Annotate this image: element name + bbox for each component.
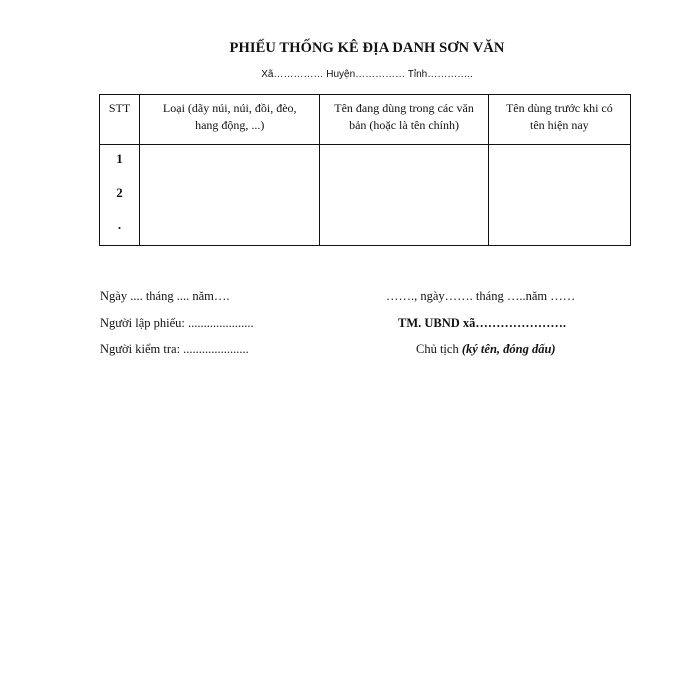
header-stt: STT	[100, 95, 140, 145]
left-date: Ngày .... tháng .... năm….	[100, 289, 230, 303]
header-previous-name-line1: Tên dùng trước khi có	[505, 101, 613, 115]
row-number-more: .	[117, 217, 122, 232]
header-current-name-line1: Tên đang dùng trong các văn	[334, 101, 474, 115]
row-number-2: 2	[116, 185, 123, 200]
header-previous-name-line2: tên hiện nay	[530, 118, 589, 132]
organization-line: TM. UBND xã………………….	[398, 316, 567, 330]
row-number-1: 1	[116, 151, 123, 166]
signer-line	[416, 342, 556, 357]
table-header-row	[100, 95, 631, 145]
header-type	[140, 95, 320, 145]
table-row	[100, 145, 631, 246]
signer-label: Chủ tịch	[416, 342, 462, 356]
header-type-line1: Loại (dãy núi, núi, đồi, đèo,	[162, 101, 297, 115]
document-title: PHIẾU THỐNG KÊ ĐỊA DANH SƠN VĂN	[229, 40, 505, 56]
header-current-name-line2: bản (hoặc là tên chính)	[349, 118, 460, 132]
header-current-name	[320, 95, 488, 145]
type-cell	[140, 145, 320, 246]
checker-line: Người kiểm tra: .....................	[100, 342, 249, 356]
header-type-line2: hang động, ...)	[195, 118, 265, 132]
stt-cell	[100, 145, 140, 246]
creator-line: Người lập phiếu: .....................	[100, 316, 254, 330]
statistics-table	[99, 94, 631, 246]
current-name-cell	[320, 145, 488, 246]
header-previous-name	[488, 95, 630, 145]
signer-note: (ký tên, đóng dấu)	[461, 342, 556, 356]
document-subtitle: Xã…………… Huyện…………… Tỉnh…………..	[261, 69, 473, 80]
previous-name-cell	[488, 145, 630, 246]
right-date: ……., ngày……. tháng …..năm ……	[386, 289, 576, 303]
